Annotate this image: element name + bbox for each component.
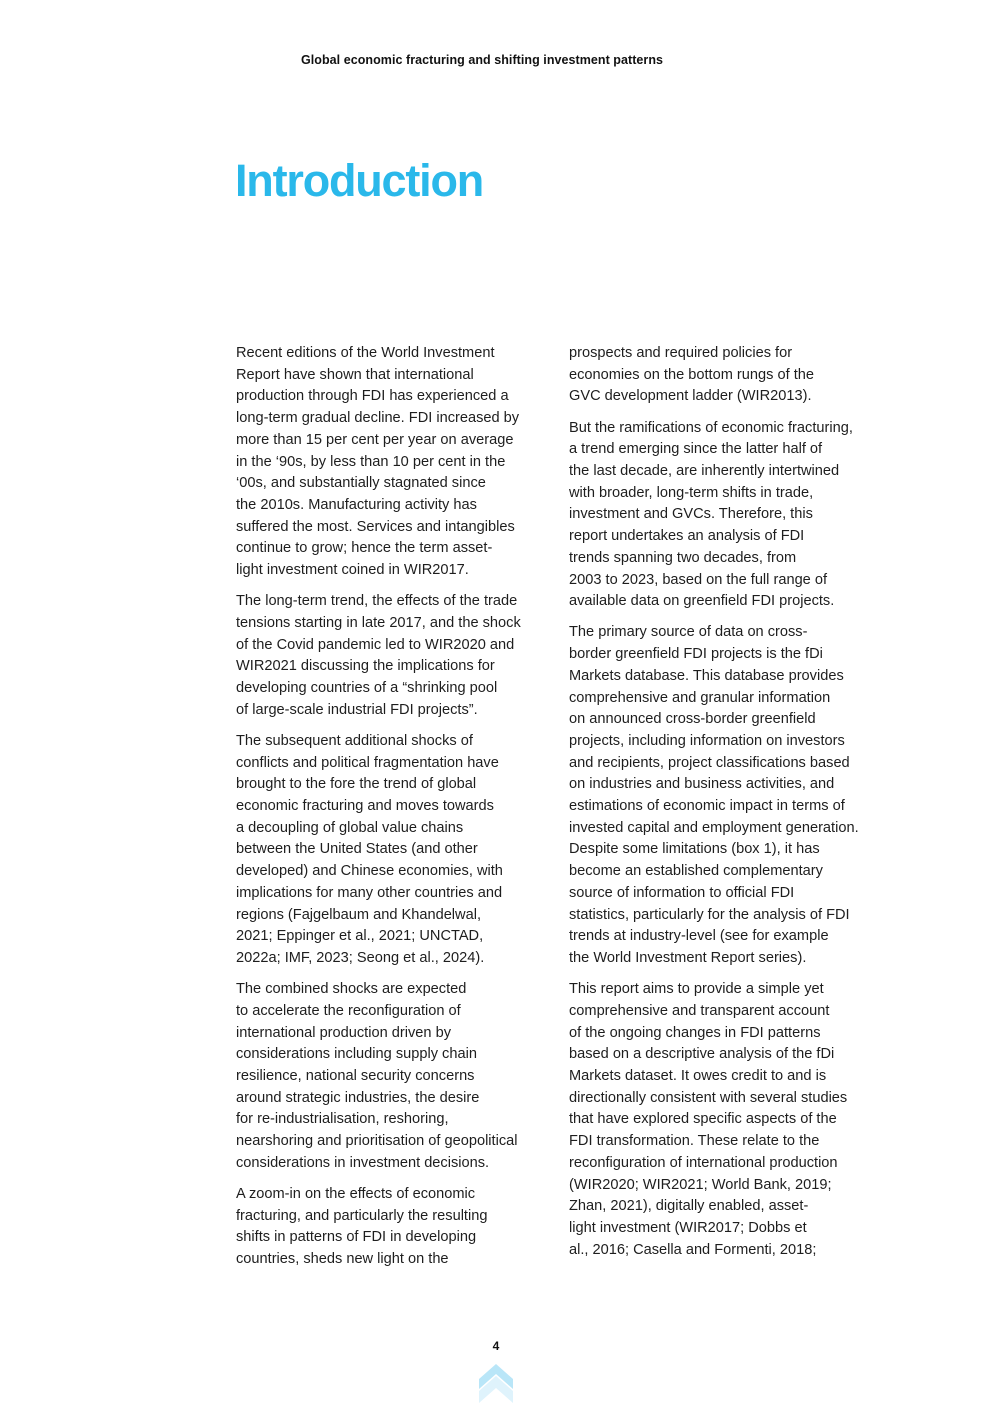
- body-paragraph: prospects and required policies for economies on the bottom rungs of the GVC development ladder (WIR2013).: [569, 345, 815, 405]
- body-paragraph: The subsequent additional shocks of conflicts and political fragmentation have brought to the fore the trend of global economic fracturing and moves towards a decoupling of global value chains between the United States (and other developed) and Chinese economies, with implications for many other countries and regions (Fajgelbaum and Khandelwal, 2021; Eppinger et al., 2021; UNCTAD, 2022a; IMF, 2023; Seong et al., 2024).: [236, 732, 503, 966]
- double-chevron-up-icon[interactable]: [479, 1364, 513, 1403]
- body-paragraph: The long-term trend, the effects of the trade tensions starting in late 2017, and the shock of the Covid pandemic led to WIR2020 and WIR2021 discussing the implications for developing countries of a “shrinking pool of large-scale industrial FDI projects”.: [236, 593, 521, 718]
- body-paragraph: But the ramifications of economic fracturing, a trend emerging since the latter half of the last decade, are inherently intertwined with broader, long-term shifts in trade, investment and GVCs. Therefore, this report undertakes an analysis of FDI trends spanning two decades, from 2003 to 2023, based on the full range of available data on greenfield FDI projects.: [569, 419, 853, 610]
- body-paragraph: The combined shocks are expected to accelerate the reconfiguration of international production driven by considerations including supply chain resilience, national security concerns around strategic industries, the desire for re-industrialisation, reshoring, nearshoring and prioritisation of geopolitical considerations in investment decisions.: [236, 981, 518, 1171]
- body-paragraph: Recent editions of the World Investment Report have shown that international production through FDI has experienced a long-term gradual decline. FDI increased by more than 15 per cent per year on average in the ‘90s, by less than 10 per cent in the ‘00s, and substantially stagnated since the 2010s. Manufacturing activity has suffered the most. Services and intangibles continue to grow; hence the term asset- light investment coined in WIR2017.: [236, 345, 520, 579]
- page-number: 4: [492, 1339, 500, 1353]
- body-paragraph: This report aims to provide a simple yet comprehensive and transparent account of the ongoing changes in FDI patterns based on a descriptive analysis of the fDi Markets dataset. It owes credit to and is directionally consistent with several studies that have explored specific aspects of the FDI transformation. These relate to the reconfiguration of international production (WIR2020; WIR2021; World Bank, 2019; Zhan, 2021), digitally enabled, asset- light investment (WIR2017; Dobbs et al., 2016; Casella and Formenti, 2018;: [569, 981, 848, 1258]
- left-text-column: [236, 343, 554, 1280]
- body-paragraph: A zoom-in on the effects of economic fracturing, and particularly the resulting shifts in patterns of FDI in developing countries, sheds new light on the: [236, 1186, 488, 1268]
- body-paragraph: The primary source of data on cross- border greenfield FDI projects is the fDi Markets database. This database provides comprehensive and granular information on announced cross-border greenfield projects, including information on investors and recipients, project classifications based on industries and business activities, and estimations of economic impact in terms of invested capital and employment generation. Despite some limitations (box 1), it has become an established complementary source of information to official FDI statistics, particularly for the analysis of FDI trends at industry-level (see for example the World Investment Report series).: [569, 624, 859, 966]
- page-title: Introduction: [235, 155, 484, 206]
- right-text-column: [569, 343, 889, 1271]
- running-header: Global economic fracturing and shifting investment patterns: [301, 53, 664, 67]
